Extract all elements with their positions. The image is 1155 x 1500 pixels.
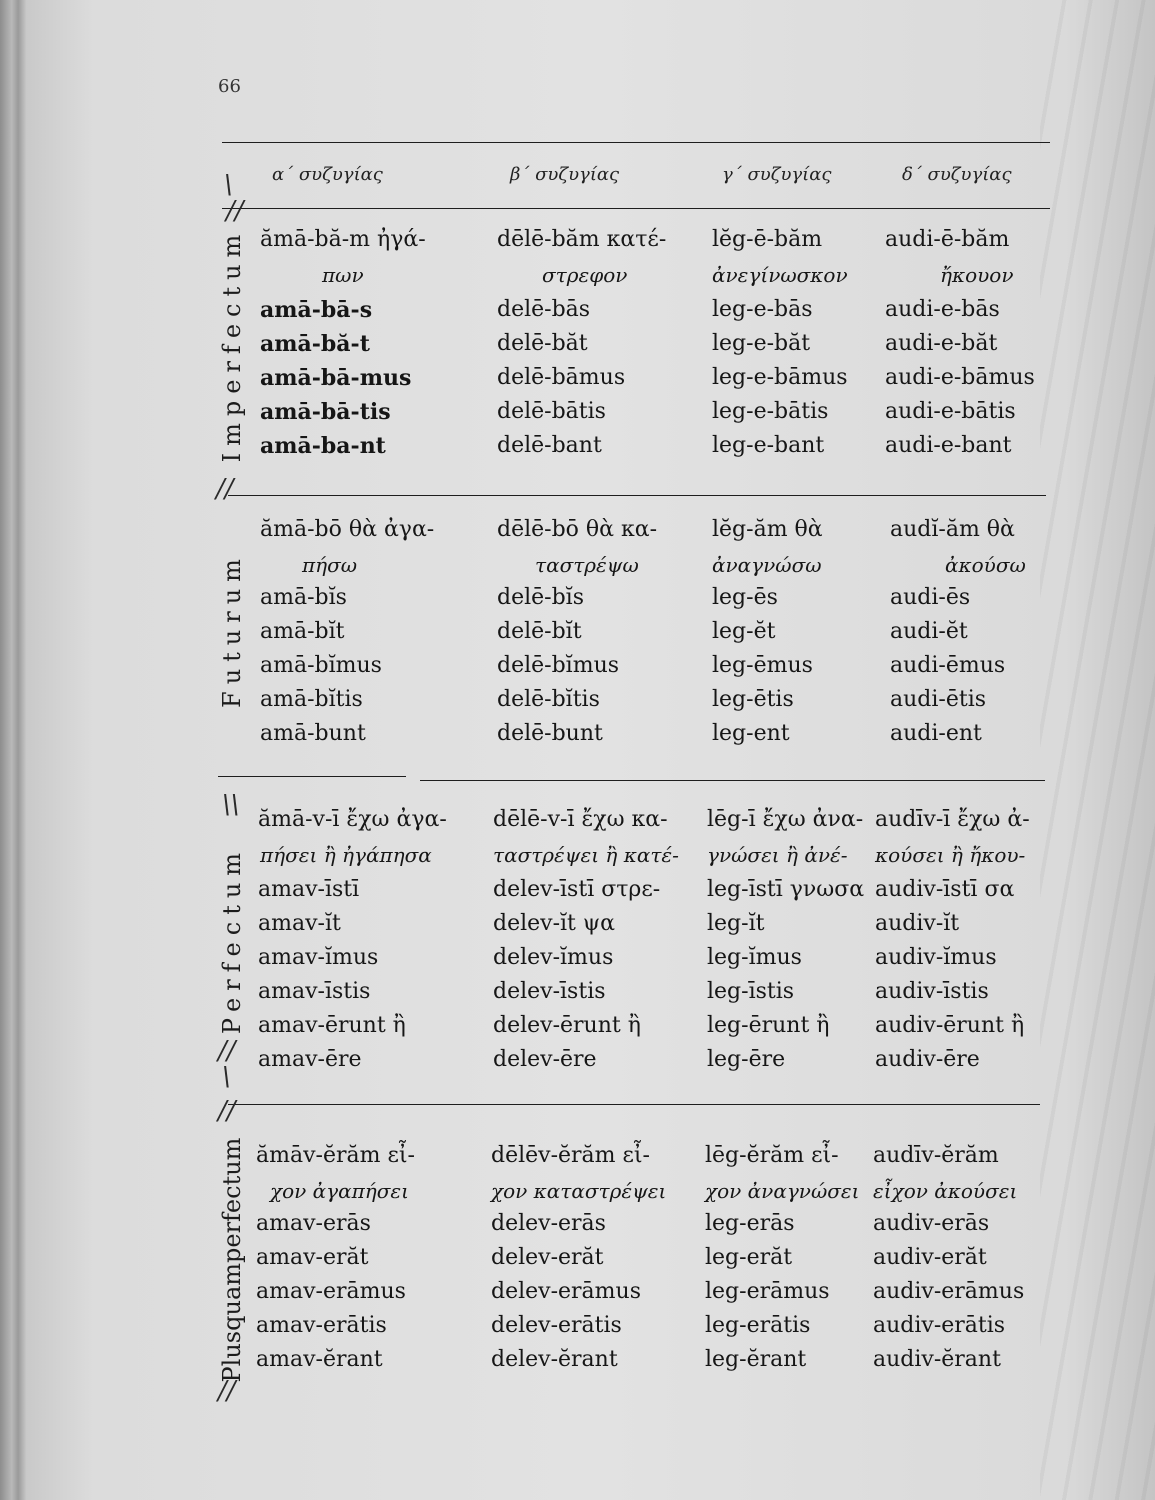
table-cell: audi-ēs xyxy=(890,585,971,610)
table-cell: εἶχον ἀκούσει xyxy=(873,1179,1018,1203)
table-cell: γνώσει ἢ ἀνέ- xyxy=(707,843,848,867)
table-cell: audĭ-ăm θὰ xyxy=(890,517,1015,542)
table-cell: leg-e-bātis xyxy=(712,399,829,424)
column-header-1: α΄ συζυγίας xyxy=(272,164,383,185)
table-cell: amā-ba-nt xyxy=(260,433,386,459)
table-cell: lēg-ĕrăm εἶ- xyxy=(705,1143,839,1168)
table-cell: πήσει ἢ ἠγάπησα xyxy=(260,843,432,867)
table-cell: audi-ĕt xyxy=(890,619,968,644)
table-cell: delē-bātis xyxy=(497,399,606,424)
pen-mark: \ xyxy=(222,1062,231,1092)
table-cell: amav-erātis xyxy=(256,1313,387,1338)
table-cell: leg-īstī γνωσα xyxy=(707,877,865,902)
table-cell: leg-īstis xyxy=(707,979,795,1004)
table-cell: ămā-bō θὰ ἀγα- xyxy=(260,517,435,542)
table-cell: leg-ētis xyxy=(712,687,794,712)
table-cell: audiv-īstī σα xyxy=(875,877,1015,902)
table-cell: audi-e-bant xyxy=(885,433,1012,458)
table-cell: ἀκούσω xyxy=(945,553,1026,577)
section-rule-futurum xyxy=(228,495,1046,496)
section-label-perfectum: Perfectum xyxy=(218,845,246,1035)
table-cell: amā-bĭtis xyxy=(260,687,363,712)
table-cell: delē-bunt xyxy=(497,721,603,746)
table-cell: amav-īstis xyxy=(258,979,371,1004)
column-header-2: β΄ συζυγίας xyxy=(510,164,620,185)
table-cell: leg-erātis xyxy=(705,1313,811,1338)
table-cell: ἤκουον xyxy=(940,263,1014,287)
table-cell: audiv-ērunt ἢ xyxy=(875,1013,1025,1038)
table-cell: πήσω xyxy=(302,553,358,577)
table-cell: lĕg-ăm θὰ xyxy=(712,517,823,542)
table-cell: audi-ent xyxy=(890,721,982,746)
table-cell: delev-erās xyxy=(491,1211,606,1236)
table-cell: audi-e-bās xyxy=(885,297,1000,322)
table-cell: delev-ērunt ἢ xyxy=(493,1013,641,1038)
table-cell: audi-e-băt xyxy=(885,331,998,356)
table-cell: amav-ĕrant xyxy=(256,1347,383,1372)
page-number: 66 xyxy=(218,76,241,97)
table-cell: ἀνεγίνωσκον xyxy=(712,263,848,287)
table-cell: lĕg-ē-băm xyxy=(712,227,823,252)
table-cell: audi-e-bātis xyxy=(885,399,1016,424)
table-cell: audiv-ēre xyxy=(875,1047,980,1072)
table-cell: leg-ĭt xyxy=(707,911,765,936)
table-cell: leg-e-bāmus xyxy=(712,365,848,390)
book-gutter xyxy=(0,0,26,1500)
table-cell: amav-erāmus xyxy=(256,1279,406,1304)
pen-mark: // xyxy=(216,474,234,504)
table-cell: dēlē-bō θὰ κα- xyxy=(497,517,658,542)
table-cell: amav-erās xyxy=(256,1211,371,1236)
table-cell: leg-ēs xyxy=(712,585,778,610)
table-cell: audiv-erāmus xyxy=(873,1279,1025,1304)
section-rule-perfectum-b xyxy=(420,780,1045,781)
section-rule-plusquamperfectum xyxy=(228,1104,1040,1105)
table-cell: audiv-erātis xyxy=(873,1313,1006,1338)
table-cell: leg-ĕt xyxy=(712,619,776,644)
table-cell: amā-bā-mus xyxy=(260,365,412,391)
table-cell: audiv-erăt xyxy=(873,1245,987,1270)
table-cell: amā-bā-tis xyxy=(260,399,391,425)
pen-mark: // xyxy=(226,196,244,226)
table-cell: πων xyxy=(322,263,364,287)
column-header-4: δ΄ συζυγίας xyxy=(902,164,1012,185)
table-cell: amav-erăt xyxy=(256,1245,369,1270)
pen-mark: // xyxy=(218,1096,236,1126)
table-cell: dēlē-băm κατέ- xyxy=(497,227,667,252)
table-cell: amav-ĭmus xyxy=(258,945,379,970)
table-cell: audi-ētis xyxy=(890,687,987,712)
table-cell: delē-bās xyxy=(497,297,591,322)
table-cell: leg-erăt xyxy=(705,1245,793,1270)
pen-mark: // xyxy=(218,1376,236,1406)
table-cell: leg-ĕrant xyxy=(705,1347,807,1372)
table-cell: κούσει ἢ ἤκου- xyxy=(875,843,1026,867)
table-cell: χον ἀγαπήσει xyxy=(270,1179,409,1203)
table-cell: audi-ēmus xyxy=(890,653,1006,678)
table-cell: amā-bă-t xyxy=(260,331,370,357)
section-label-plusquamperfectum: Plusquamperfectum xyxy=(218,1137,246,1383)
table-cell: ămā-v-ī ἔχω ἀγα- xyxy=(258,807,447,832)
table-cell: delē-bĭtis xyxy=(497,687,600,712)
table-cell: leg-e-bant xyxy=(712,433,825,458)
table-cell: leg-e-bās xyxy=(712,297,813,322)
table-cell: amav-ēre xyxy=(258,1047,362,1072)
table-cell: ἀναγνώσω xyxy=(712,553,822,577)
table-cell: delē-băt xyxy=(497,331,588,356)
table-cell: leg-ērunt ἢ xyxy=(707,1013,830,1038)
table-cell: delev-ĭmus xyxy=(493,945,614,970)
table-cell: lēg-ī ἔχω ἀνα- xyxy=(707,807,864,832)
table-cell: delē-bĭs xyxy=(497,585,585,610)
page-bleed-through xyxy=(1040,0,1155,1500)
table-cell: leg-ēre xyxy=(707,1047,786,1072)
table-cell: delē-bant xyxy=(497,433,602,458)
table-cell: audīv-ī ἔχω ἀ- xyxy=(875,807,1030,832)
table-cell: audiv-ĭt xyxy=(875,911,960,936)
table-cell: amā-bunt xyxy=(260,721,366,746)
table-cell: delev-ĕrant xyxy=(491,1347,618,1372)
table-cell: amā-bĭmus xyxy=(260,653,382,678)
pen-mark: // xyxy=(218,1036,236,1066)
section-rule-perfectum-a xyxy=(218,776,406,777)
table-cell: ταστρέψει ἢ κατέ- xyxy=(493,843,679,867)
section-label-futurum: Futurum xyxy=(218,552,246,708)
table-cell: leg-erāmus xyxy=(705,1279,830,1304)
table-cell: audiv-ĕrant xyxy=(873,1347,1001,1372)
header-bottom-rule xyxy=(222,208,1050,209)
pen-mark: \ xyxy=(224,170,233,200)
table-cell: ămāv-ĕrăm εἶ- xyxy=(256,1143,415,1168)
table-cell: delev-erātis xyxy=(491,1313,622,1338)
section-label-imperfectum: Imperfectum xyxy=(218,227,246,463)
table-cell: delē-bāmus xyxy=(497,365,626,390)
table-cell: leg-e-băt xyxy=(712,331,811,356)
table-cell: amā-bĭt xyxy=(260,619,345,644)
table-cell: audiv-ĭmus xyxy=(875,945,997,970)
table-cell: χον ἀναγνώσει xyxy=(705,1179,860,1203)
table-cell: χον καταστρέψει xyxy=(491,1179,667,1203)
table-cell: leg-ent xyxy=(712,721,790,746)
table-cell: audīv-ĕrăm xyxy=(873,1143,999,1168)
table-cell: leg-ēmus xyxy=(712,653,813,678)
table-cell: amav-īstī xyxy=(258,877,360,902)
table-cell: delev-erāmus xyxy=(491,1279,641,1304)
table-cell: dēlēv-ĕrăm εἶ- xyxy=(491,1143,650,1168)
table-cell: delē-bĭmus xyxy=(497,653,620,678)
table-cell: delev-ēre xyxy=(493,1047,597,1072)
table-cell: delev-ĭt ψα xyxy=(493,911,615,936)
table-cell: amav-ērunt ἢ xyxy=(258,1013,406,1038)
table-cell: στρεφον xyxy=(542,263,628,287)
table-cell: leg-ĭmus xyxy=(707,945,802,970)
table-cell: delev-īstis xyxy=(493,979,606,1004)
table-cell: audiv-erās xyxy=(873,1211,990,1236)
table-cell: ταστρέψω xyxy=(535,553,639,577)
table-cell: ămā-bă-m ἠγά- xyxy=(260,227,426,252)
table-cell: dēlē-v-ī ἔχω κα- xyxy=(493,807,668,832)
table-cell: amav-ĭt xyxy=(258,911,341,936)
column-header-3: γ΄ συζυγίας xyxy=(722,164,832,185)
table-cell: amā-bĭs xyxy=(260,585,347,610)
table-cell: audiv-īstis xyxy=(875,979,989,1004)
table-cell: audi-ē-băm xyxy=(885,227,1010,252)
table-cell: delē-bĭt xyxy=(497,619,582,644)
table-cell: delev-erăt xyxy=(491,1245,604,1270)
table-top-rule xyxy=(222,142,1050,143)
pen-mark: \\ xyxy=(222,790,240,820)
page-paper xyxy=(26,0,1155,1500)
table-cell: leg-erās xyxy=(705,1211,795,1236)
table-cell: amā-bā-s xyxy=(260,297,373,323)
table-cell: audi-e-bāmus xyxy=(885,365,1035,390)
table-cell: delev-īstī στρε- xyxy=(493,877,661,902)
